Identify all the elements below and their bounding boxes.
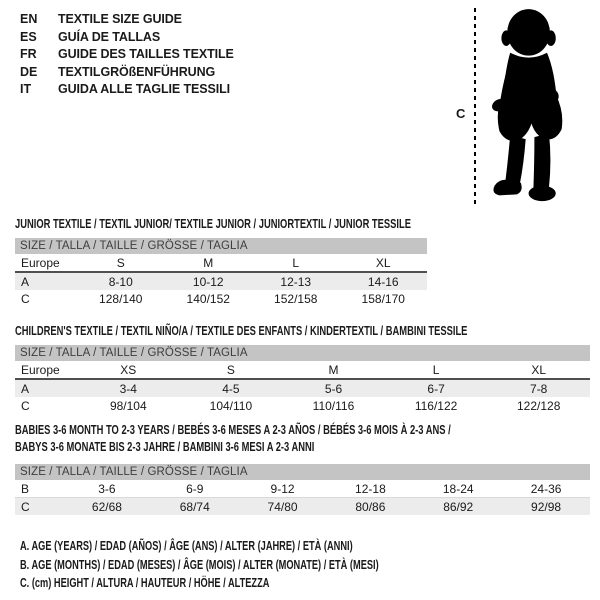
size-value-cell: 128/140: [99, 291, 143, 306]
size-value-cell: 10-12: [165, 272, 253, 290]
size-header-cell: SIZE / TALLA / TAILLE / GRÖSSE / TAGLIA: [15, 238, 427, 254]
table-row: [15, 379, 590, 397]
language-row: [20, 29, 234, 47]
size-header-cell: SIZE / TALLA / TAILLE / GRÖSSE / TAGLIA: [15, 345, 590, 361]
size-value-cell: 4-5: [180, 379, 283, 397]
size-value-cell: 5-6: [282, 379, 385, 397]
table-title-line: JUNIOR TEXTILE / TEXTIL JUNIOR/ TEXTILE JUNIOR / JUNIORTEXTIL / JUNIOR TESSILE: [15, 216, 411, 231]
table-title: [15, 215, 411, 232]
toddler-silhouette-icon: [483, 6, 580, 212]
size-table-block: [15, 421, 600, 515]
size-value-cell: 14-16: [340, 272, 428, 290]
language-code: EN: [20, 12, 38, 26]
size-table-block: [15, 322, 600, 414]
size-value-cell: XL: [340, 254, 428, 272]
size-value-cell: 74/80: [239, 498, 327, 516]
size-value-cell: 110/116: [312, 398, 355, 413]
language-list: [20, 11, 234, 99]
size-value-cell: 62/68: [63, 498, 151, 516]
table-row: [15, 397, 590, 414]
language-row: [20, 64, 234, 82]
language-title: GUÍA DE TALLAS: [58, 29, 161, 44]
size-value-cell: 3-4: [77, 379, 180, 397]
size-value-cell: 86/92: [414, 498, 502, 516]
table-row: [15, 290, 427, 307]
language-title: GUIDA ALLE TAGLIE TESSILI: [58, 82, 231, 96]
row-label: A: [15, 272, 77, 290]
size-value-cell: 12-18: [326, 480, 414, 498]
size-table: [15, 464, 590, 515]
size-value-cell: 98/104: [109, 398, 147, 413]
size-value-cell: 152/158: [274, 291, 318, 306]
size-value-cell: 8-10: [77, 272, 165, 290]
size-header-row: [15, 464, 590, 480]
size-value-cell: 7-8: [487, 379, 590, 397]
language-code: DE: [20, 64, 38, 79]
language-row: [20, 81, 234, 99]
size-table-block: [15, 215, 565, 307]
size-header-row: [15, 238, 427, 254]
size-value-cell: 9-12: [239, 480, 327, 498]
language-row: [20, 46, 234, 64]
table-row: [15, 254, 427, 272]
table-title: [15, 322, 467, 339]
size-value-cell: 6-7: [385, 379, 488, 397]
row-label: Europe: [15, 254, 77, 272]
size-value-cell: 104/110: [209, 398, 253, 413]
size-value-cell: 68/74: [151, 498, 239, 516]
legend-notes: [20, 537, 505, 593]
size-value-cell: 18-24: [414, 480, 502, 498]
table-title-line: BABYS 3-6 MONATE BIS 2-3 JAHRE / BAMBINI 3-6 MESI A 2-3 ANNI: [15, 439, 315, 454]
height-measure-label: C: [456, 106, 466, 121]
size-value-cell: M: [282, 361, 385, 379]
language-code: FR: [20, 47, 37, 61]
legend-note: B. AGE (MONTHS) / EDAD (MESES) / ÂGE (MOIS) / ALTER (MONATE) / ETÀ (MESI): [20, 557, 379, 572]
size-value-cell: 12-13: [252, 272, 340, 290]
table-row: [15, 361, 590, 379]
size-value-cell: 6-9: [151, 480, 239, 498]
language-title: TEXTILE SIZE GUIDE: [58, 12, 182, 26]
language-row: [20, 11, 234, 29]
size-value-cell: XL: [487, 361, 590, 379]
language-code: ES: [20, 29, 37, 44]
size-value-cell: 158/170: [361, 291, 405, 306]
size-header-row: [15, 345, 590, 361]
size-value-cell: L: [385, 361, 488, 379]
row-label: C: [21, 291, 30, 306]
row-label: C: [15, 498, 63, 516]
size-value-cell: 92/98: [502, 498, 590, 516]
size-value-cell: S: [77, 254, 165, 272]
size-table: [15, 345, 590, 414]
table-title-line: BABIES 3-6 MONTH TO 2-3 YEARS / BEBÉS 3-6 MESES A 2-3 AÑOS / BÉBÉS 3-6 MOIS À 2-3 ANS /: [15, 422, 451, 437]
legend-note: A. AGE (YEARS) / EDAD (AÑOS) / ÂGE (ANS) / ALTER (JAHRE) / ETÀ (ANNI): [20, 539, 353, 553]
table-title-line: CHILDREN'S TEXTILE / TEXTIL NIÑO/A / TEXTILE DES ENFANTS / KINDERTEXTIL / BAMBINI TESSILE: [15, 323, 468, 338]
size-value-cell: 3-6: [63, 480, 151, 498]
legend-note: C. (cm) HEIGHT / ALTURA / HAUTEUR / HÖHE / ALTEZZA: [20, 576, 270, 590]
size-value-cell: S: [180, 361, 283, 379]
language-code: IT: [20, 82, 32, 96]
table-row: [15, 272, 427, 290]
language-title: GUIDE DES TAILLES TEXTILE: [58, 47, 234, 61]
table-row: [15, 480, 590, 498]
row-label: C: [21, 398, 30, 413]
size-value-cell: 24-36: [502, 480, 590, 498]
size-header-cell: SIZE / TALLA / TAILLE / GRÖSSE / TAGLIA: [15, 464, 590, 480]
size-table: [15, 238, 427, 307]
row-label: B: [15, 480, 63, 498]
size-value-cell: 116/122: [414, 398, 458, 413]
row-label: Europe: [15, 361, 77, 379]
row-label: A: [15, 379, 77, 397]
table-title: [15, 421, 451, 455]
size-value-cell: L: [252, 254, 340, 272]
size-value-cell: 80/86: [326, 498, 414, 516]
size-value-cell: M: [165, 254, 253, 272]
size-value-cell: XS: [77, 361, 180, 379]
size-value-cell: 140/152: [186, 291, 230, 306]
size-value-cell: 122/128: [516, 398, 561, 413]
language-title: TEXTILGRÖßENFÜHRUNG: [58, 64, 216, 79]
height-dashed-line: [474, 8, 476, 207]
table-row: [15, 498, 590, 516]
